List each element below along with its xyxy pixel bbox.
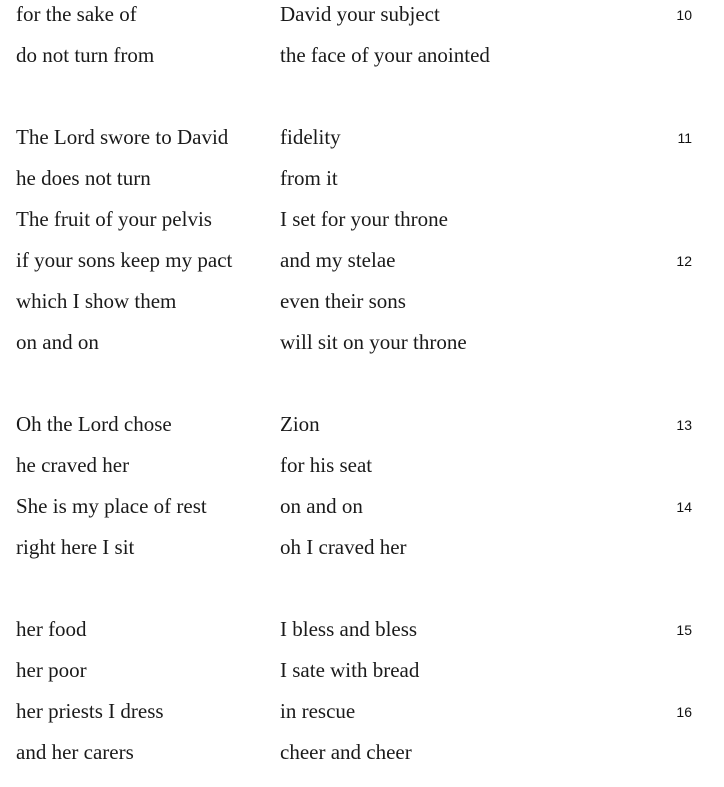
poem-line (0, 246, 724, 287)
line-first-half: he does not turn (16, 166, 151, 190)
line-second-half: will sit on your throne (280, 330, 467, 354)
line-first-half: and her carers (16, 740, 134, 764)
poem-line (0, 410, 724, 451)
line-first-half: do not turn from (16, 43, 155, 67)
verse-number: 16 (676, 704, 692, 720)
line-second-half: for his seat (280, 453, 373, 477)
line-first-half: her poor (16, 658, 87, 682)
poem-line (0, 615, 724, 656)
poem-line (0, 738, 724, 779)
poem-line (0, 656, 724, 697)
poem-line (0, 492, 724, 533)
line-second-half: I bless and bless (280, 617, 418, 641)
line-second-half: David your subject (280, 2, 440, 26)
poem-line (0, 451, 724, 492)
line-second-half: the face of your anointed (280, 43, 490, 67)
poem-line (0, 123, 724, 164)
line-second-half: Zion (280, 412, 320, 436)
poem-line (0, 328, 724, 369)
verse-number: 10 (676, 7, 692, 23)
verse-number: 12 (676, 253, 692, 269)
line-second-half: in rescue (280, 699, 356, 723)
verse-number: 15 (676, 622, 692, 638)
poem-line (0, 697, 724, 738)
line-first-half: if your sons keep my pact (16, 248, 233, 272)
line-first-half: on and on (16, 330, 99, 354)
poem-line (0, 41, 724, 82)
line-second-half: and my stelae (280, 248, 396, 272)
line-second-half: fidelity (280, 125, 341, 149)
verse-number: 11 (677, 130, 692, 146)
line-second-half: oh I craved her (280, 535, 407, 559)
line-second-half: I sate with bread (280, 658, 420, 682)
line-first-half: right here I sit (16, 535, 135, 559)
line-second-half: on and on (280, 494, 363, 518)
line-first-half: her food (16, 617, 87, 641)
poem-line (0, 164, 724, 205)
line-first-half: Oh the Lord chose (16, 412, 172, 436)
line-first-half: which I show them (16, 289, 177, 313)
line-first-half: The Lord swore to David (16, 125, 229, 149)
line-second-half: I set for your throne (280, 207, 448, 231)
line-second-half: even their sons (280, 289, 406, 313)
verse-number: 14 (676, 499, 692, 515)
line-second-half: from it (280, 166, 338, 190)
line-first-half: her priests I dress (16, 699, 164, 723)
line-second-half: cheer and cheer (280, 740, 412, 764)
poem-line (0, 0, 724, 41)
line-first-half: he craved her (16, 453, 130, 477)
line-first-half: She is my place of rest (16, 494, 207, 518)
verse-number: 13 (676, 417, 692, 433)
poem-line (0, 287, 724, 328)
line-first-half: for the sake of (16, 2, 137, 26)
line-first-half: The fruit of your pelvis (16, 207, 212, 231)
poem-line (0, 205, 724, 246)
poem-line (0, 533, 724, 574)
